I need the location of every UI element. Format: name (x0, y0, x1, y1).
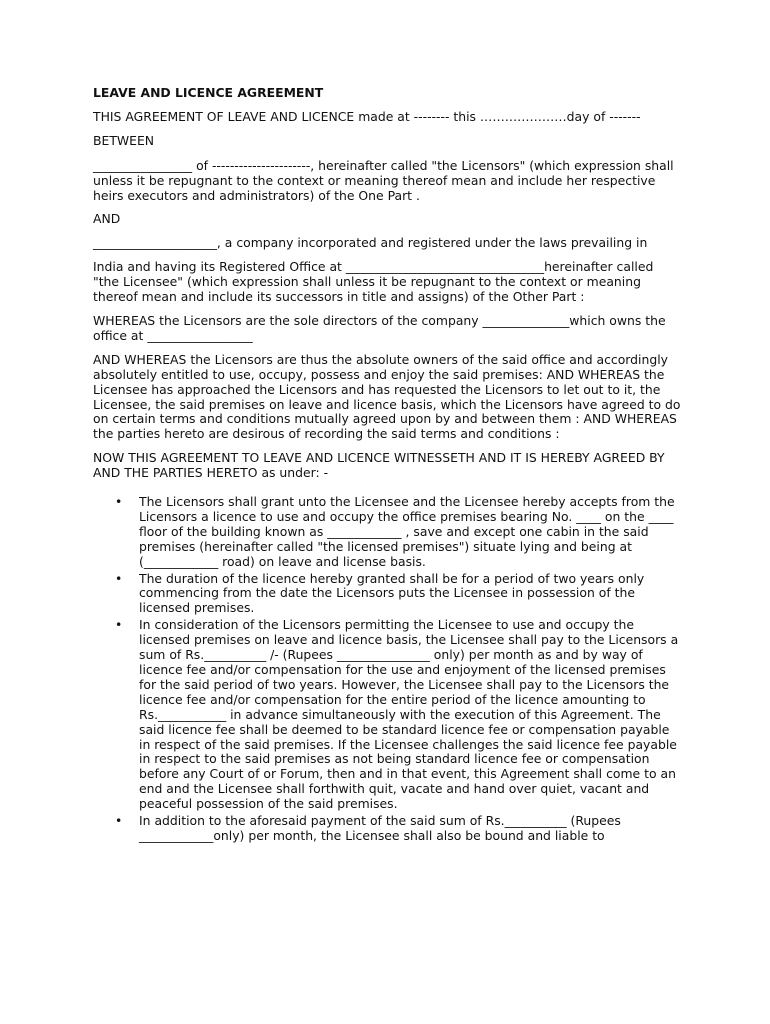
clause-text: In consideration of the Licensors permitting the Licensee to use and occupy the licensed premises on leave and licence basis, the Licensee shall pay to the Licensors a sum of Rs.__________ /- (Rupees _______________ only) per month as and by way of licence fee and/or compensation for the use and enjoyment of the licensed premises for the said period of two years. However, the Licensee shall pay to the Licensors the licence fee and/or compensation for the entire period of the licence amounting to Rs.___________ in advance simultaneously with the execution of this Agreement. The said licence fee shall be deemed to be standard licence fee or compensation payable in respect of the said premises. If the Licensee challenges the said licence fee payable in respect to the said premises as not being standard licence fee or compensation before any Court of or Forum, then and in that event, this Agreement shall come to an end and the Licensee shall forthwith quit, vacate and hand over quiet, vacant and peaceful possession of the said premises. (139, 617, 679, 812)
clause-item (93, 572, 683, 617)
clause-item (93, 618, 683, 812)
witnesseth-paragraph: NOW THIS AGREEMENT TO LEAVE AND LICENCE WITNESSETH AND IT IS HEREBY AGREED BY AND THE PARTIES HERETO as under: - (93, 450, 665, 481)
clause-text: The duration of the licence hereby granted shall be for a period of two years only commencing from the date the Licensors puts the Licensee in possession of the licensed premises. (139, 570, 645, 616)
clauses-list (93, 495, 683, 844)
clause-text: The Licensors shall grant unto the Licensee and the Licensee hereby accepts from the Licensors a licence to use and occupy the office premises bearing No. ____ on the ____ floor of the building known as ____________ , save and except one cabin in the said premises (hereinafter called "the licensed premises") situate lying and being at (____________ road) on leave and license basis. (139, 494, 675, 569)
clause-item (93, 495, 683, 570)
company-paragraph: ____________________, a company incorporated and registered under the laws prevailing in (93, 235, 648, 251)
agreement-intro-paragraph: THIS AGREEMENT OF LEAVE AND LICENCE made at -------- this …………………day of ------- (93, 108, 641, 124)
bullet-icon: • (115, 813, 123, 829)
document-page (93, 86, 683, 846)
document-title: LEAVE AND LICENCE AGREEMENT (93, 85, 324, 100)
between-heading: BETWEEN (93, 132, 155, 148)
licensors-paragraph: ________________ of ----------------------, hereinafter called "the Licensors" (which expression shall unless it be repugnant to the context or meaning thereof mean and include her respective heirs executors and administrators) of the One Part . (93, 157, 674, 203)
and-heading: AND (93, 211, 121, 227)
clause-text: In addition to the aforesaid payment of the said sum of Rs.__________ (Rupees ____________only) per month, the Licensee shall also be bound and liable to (139, 813, 621, 843)
bullet-icon: • (115, 494, 123, 510)
whereas-directors-paragraph: WHEREAS the Licensors are the sole directors of the company ______________which owns the office at _________________ (93, 312, 666, 343)
bullet-icon: • (115, 617, 123, 633)
bullet-icon: • (115, 570, 123, 586)
whereas-owners-paragraph: AND WHEREAS the Licensors are thus the absolute owners of the said office and accordingly absolutely entitled to use, occupy, possess and enjoy the said premises: AND WHEREAS the Licensee has approached the Licensors and has requested the Licensors to let out to it, the Licensee, the said premises on leave and licence basis, which the Licensors have agreed to do on certain terms and conditions mutually agreed upon by and between them : AND WHEREAS the parties hereto are desirous of recording the said terms and conditions : (93, 351, 681, 442)
licensee-paragraph: India and having its Registered Office at ________________________________hereinafter called "the Licensee" (which expression shall unless it be repugnant to the context or meaning thereof mean and include its successors in title and assigns) of the Other Part : (93, 259, 654, 305)
clause-item (93, 814, 683, 844)
